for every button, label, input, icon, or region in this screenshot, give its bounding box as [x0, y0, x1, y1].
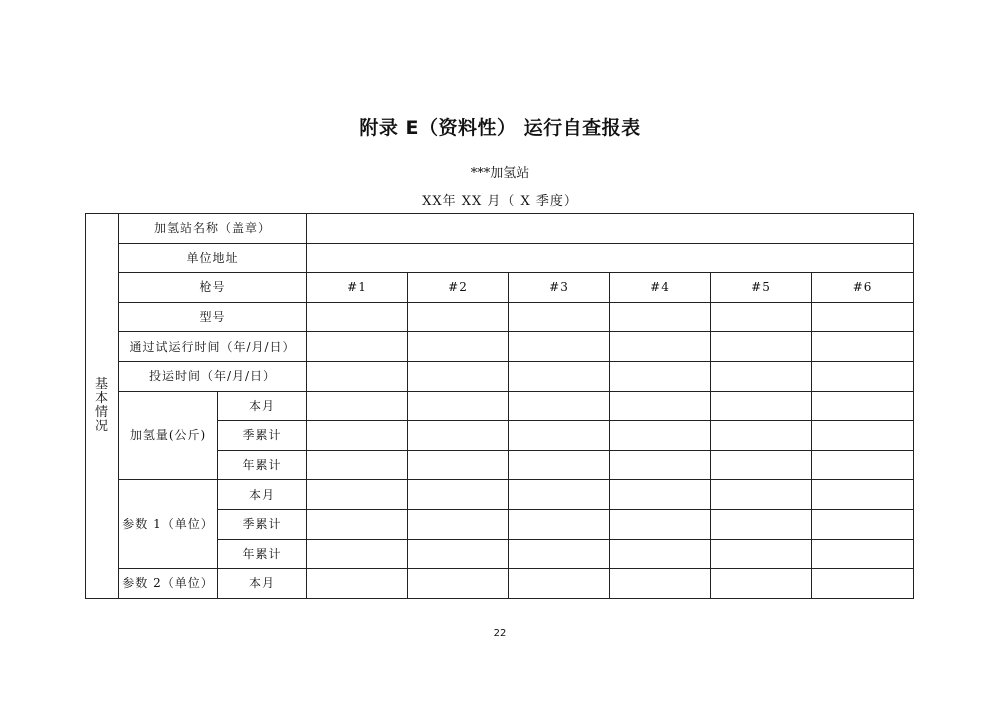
data-cell [711, 421, 812, 451]
data-cell [509, 332, 610, 362]
data-cell [711, 302, 812, 332]
data-cell [812, 391, 914, 421]
row-group-hydrogen: 加氢量(公斤) [119, 391, 218, 480]
row-label-model: 型号 [119, 302, 307, 332]
data-cell [711, 480, 812, 510]
data-cell [711, 569, 812, 599]
station-name-value-cell [307, 214, 914, 244]
period-label-year: 年累计 [218, 450, 307, 480]
data-cell [610, 539, 711, 569]
data-cell [812, 480, 914, 510]
page-title: 附录 E（资料性） 运行自查报表 [359, 117, 641, 139]
data-cell [812, 302, 914, 332]
report-period: XX年 XX 月（ X 季度） [422, 194, 578, 209]
table-row [86, 214, 914, 244]
nozzle-header: #4 [610, 273, 711, 303]
section-label-basic-info: 基 本 情 况 [86, 214, 119, 599]
data-cell [408, 539, 509, 569]
data-cell [408, 361, 509, 391]
data-cell [812, 421, 914, 451]
period-label-quarter: 季累计 [218, 509, 307, 539]
data-cell [307, 569, 408, 599]
data-cell [408, 332, 509, 362]
data-cell [812, 569, 914, 599]
data-cell [610, 302, 711, 332]
period-label-month: 本月 [218, 569, 307, 599]
data-cell [307, 332, 408, 362]
table-row [86, 302, 914, 332]
data-cell [711, 509, 812, 539]
data-cell [307, 391, 408, 421]
data-cell [408, 302, 509, 332]
data-cell [509, 450, 610, 480]
data-cell [711, 361, 812, 391]
station-name: ***加氢站 [470, 166, 530, 181]
data-cell [408, 480, 509, 510]
data-cell [812, 450, 914, 480]
period-label-month: 本月 [218, 391, 307, 421]
data-cell [610, 391, 711, 421]
data-cell [711, 391, 812, 421]
data-cell [408, 421, 509, 451]
data-cell [408, 569, 509, 599]
data-cell [307, 450, 408, 480]
row-label-commission-date: 投运时间（年/月/日） [119, 361, 307, 391]
self-check-report-table [85, 213, 914, 599]
nozzle-header: #2 [408, 273, 509, 303]
address-value-cell [307, 243, 914, 273]
data-cell [307, 509, 408, 539]
table-row [86, 361, 914, 391]
row-label-test-date: 通过试运行时间（年/月/日） [119, 332, 307, 362]
data-cell [610, 332, 711, 362]
data-cell [711, 450, 812, 480]
data-cell [408, 509, 509, 539]
data-cell [509, 421, 610, 451]
table-row [86, 332, 914, 362]
data-cell [509, 509, 610, 539]
data-cell [307, 539, 408, 569]
data-cell [812, 332, 914, 362]
row-label-address: 单位地址 [119, 243, 307, 273]
data-cell [509, 480, 610, 510]
data-cell [408, 391, 509, 421]
page-number: 22 [493, 628, 507, 639]
data-cell [610, 569, 711, 599]
data-cell [509, 361, 610, 391]
data-cell [509, 539, 610, 569]
data-cell [610, 361, 711, 391]
data-cell [307, 421, 408, 451]
row-label-nozzle: 枪号 [119, 273, 307, 303]
data-cell [509, 391, 610, 421]
data-cell [307, 302, 408, 332]
data-cell [509, 302, 610, 332]
period-label-quarter: 季累计 [218, 421, 307, 451]
row-group-param1: 参数 1（单位） [119, 480, 218, 569]
table-row [86, 480, 914, 510]
data-cell [408, 450, 509, 480]
data-cell [711, 539, 812, 569]
table-row [86, 569, 914, 599]
data-cell [610, 480, 711, 510]
data-cell [307, 480, 408, 510]
period-label-year: 年累计 [218, 539, 307, 569]
period-label-month: 本月 [218, 480, 307, 510]
data-cell [509, 569, 610, 599]
nozzle-header: #6 [812, 273, 914, 303]
nozzle-header: #1 [307, 273, 408, 303]
row-group-param2: 参数 2（单位） [119, 569, 218, 599]
data-cell [812, 539, 914, 569]
table-row [86, 243, 914, 273]
data-cell [610, 450, 711, 480]
data-cell [812, 361, 914, 391]
data-cell [711, 332, 812, 362]
table-row [86, 273, 914, 303]
nozzle-header: #3 [509, 273, 610, 303]
data-cell [610, 421, 711, 451]
data-cell [307, 361, 408, 391]
data-cell [610, 509, 711, 539]
nozzle-header: #5 [711, 273, 812, 303]
data-cell [812, 509, 914, 539]
table-row [86, 391, 914, 421]
row-label-station-name: 加氢站名称（盖章） [119, 214, 307, 244]
